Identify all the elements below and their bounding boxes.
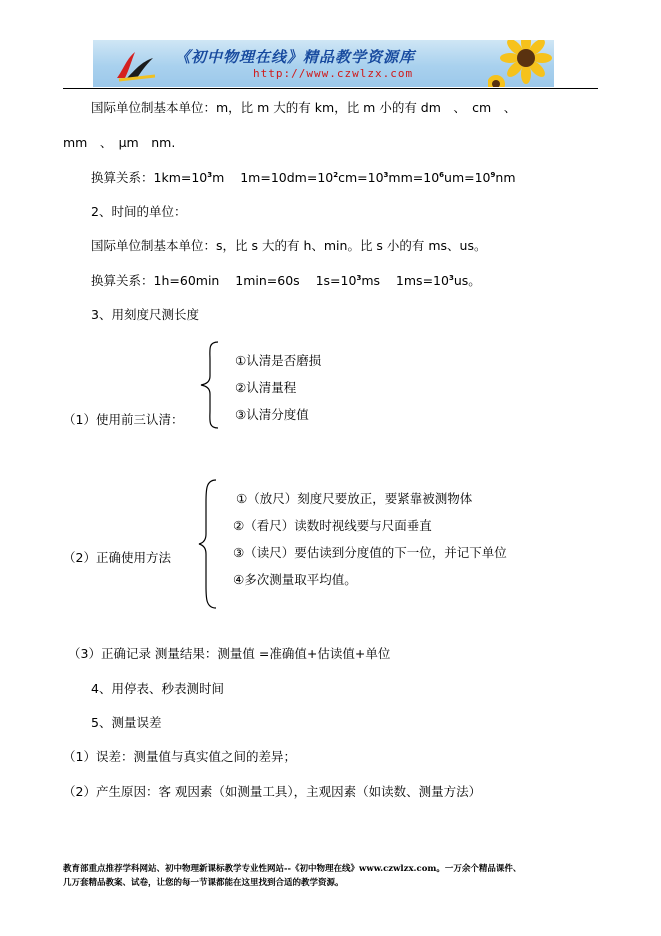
- before-use-item: ③认清分度值: [235, 407, 309, 422]
- length-units-cont-text: mm 、 μm nm.: [63, 135, 176, 150]
- length-conversion: 换算关系：$1km=10^3m$ $1m=10dm=10^2cm=10^3mm=10^6um=10^9nm$: [91, 170, 516, 185]
- correct-use-item: ②（看尺）读数时视线要与尺面垂直: [233, 518, 432, 533]
- sunflower-icon: [488, 40, 554, 87]
- correct-use-label: （2）正确使用方法: [63, 550, 171, 565]
- page-footer: [63, 862, 603, 890]
- footer-line: 教育部重点推荐学科网站、初中物理新课标教学专业性网站--《初中物理在线》www.czwlzx.com。一万余个精品课件、: [63, 864, 522, 874]
- correct-use-item: ③（读尺）要估读到分度值的下一位，并记下单位: [233, 545, 507, 560]
- header-banner: [93, 40, 554, 87]
- stopwatch-heading: 4、用停表、秒表测时间: [91, 681, 224, 696]
- error-definition: （1）误差：测量值与真实值之间的差异；: [63, 749, 296, 764]
- correct-use-item: ④多次测量取平均值。: [233, 572, 357, 587]
- before-use-label: （1）使用前三认清：: [63, 412, 184, 427]
- error-cause: （2）产生原因：客 观因素（如测量工具），主观因素（如读数、测量方法）: [63, 784, 482, 799]
- site-logo-icon: [115, 48, 157, 82]
- footer-line: 几万套精品教案、试卷，让您的每一节课都能在这里找到合适的教学资源。: [63, 878, 344, 888]
- banner-title: 《初中物理在线》精品教学资源库: [175, 48, 416, 66]
- ruler-heading: 3、用刻度尺测长度: [91, 307, 199, 322]
- record-text: （3）正确记录 测量结果：测量值 =准确值+估读值+单位: [68, 646, 391, 661]
- error-heading: 5、测量误差: [91, 715, 162, 730]
- banner-url[interactable]: http://www.czwlzx.com: [253, 67, 414, 80]
- time-conversion: 换算关系：1h=60min 1min=60s $1s=10^3ms$ $1ms=10^3us$。: [91, 273, 481, 288]
- time-conv-label: 换算关系：: [91, 273, 154, 288]
- length-units-text: 国际单位制基本单位：m，比 m 大的有 km，比 m 小的有 dm 、 cm 、: [91, 100, 517, 115]
- before-use-item: ①认清是否磨损: [235, 353, 322, 368]
- time-units-text: 国际单位制基本单位：s，比 s 大的有 h、min。比 s 小的有 ms、us。: [91, 238, 487, 253]
- length-conv-label: 换算关系：: [91, 170, 154, 185]
- brace-correct-use: [196, 478, 220, 610]
- time-heading: 2、时间的单位：: [91, 204, 187, 219]
- brace-before-use: [198, 340, 222, 430]
- correct-use-item: ①（放尺）刻度尺要放正，要紧靠被测物体: [236, 491, 473, 506]
- before-use-item: ②认清量程: [235, 380, 297, 395]
- header-divider: [63, 88, 598, 89]
